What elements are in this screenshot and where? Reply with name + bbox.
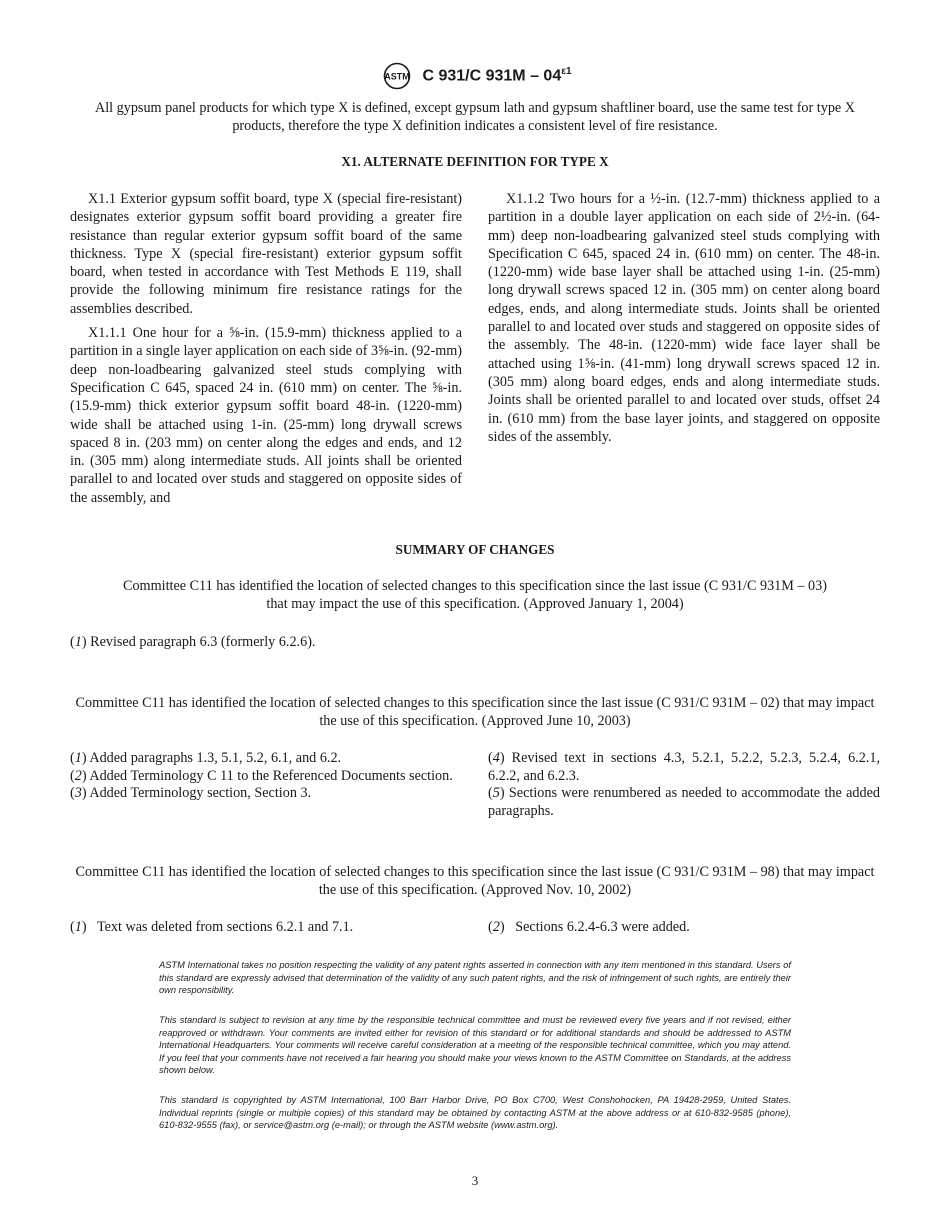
summary-block2-right-list (488, 750, 880, 820)
summary-block1-intro: Committee C11 has identified the location of selected changes to this specification since the last issue (C 931/C 931M – 03) that may impact the use of this specification. (Approved January 1, 2004) (123, 578, 827, 612)
summary-block2-left-list (70, 750, 462, 803)
intro-paragraph: All gypsum panel products for which type X is defined, except gypsum lath and gypsum shaftliner board, use the same test for type X products, therefore the type X definition indicates a consistent level of fire resistance. (94, 100, 856, 134)
list-item: (1) Added paragraphs 1.3, 5.1, 5.2, 6.1, and 6.2. (70, 750, 342, 766)
revision-notice: This standard is subject to revision at any time by the responsible technical committee and must be reviewed every five years and if not revised, either reapproved or withdrawn. Your comments are invited either for revision of this standard or for additional standards and should be addressed to ASTM International Headquarters. Your comments will receive careful consideration at a meeting of the responsible technical committee, which you may attend. If you feel that your comments have not received a fair hearing you should make your views known to the ASTM Committee on Standards, at the address shown below. (159, 1015, 791, 1076)
summary-heading: SUMMARY OF CHANGES (395, 542, 555, 557)
list-item: (3) Added Terminology section, Section 3. (70, 785, 312, 801)
patent-notice: ASTM International takes no position respecting the validity of any patent rights asserted in connection with any item mentioned in this standard. Users of this standard are expressly advised that determination of the validity of any such patent rights, and the risk of infringement of such rights, are entirely their own responsibility. (159, 960, 791, 996)
list-item: (2) Added Terminology C 11 to the Referenced Documents section. (70, 767, 453, 784)
astm-logo-icon (378, 62, 416, 90)
svg-text:ASTM: ASTM (384, 71, 411, 82)
section-x1-left-column (70, 190, 462, 513)
summary-block3-intro: Committee C11 has identified the location of selected changes to this specification since the last issue (C 931/C 931M – 98) that may impact the use of this specification. (Approved Nov. 10, 2002) (75, 864, 875, 898)
section-x1-heading: X1. ALTERNATE DEFINITION FOR TYPE X (341, 154, 609, 169)
list-item: (5) Sections were renumbered as needed to accommodate the added paragraphs. (488, 785, 880, 819)
summary-block2-intro: Committee C11 has identified the location of selected changes to this specification since the last issue (C 931/C 931M – 02) that may impact the use of this specification. (Approved June 10, 2003) (75, 695, 875, 729)
list-item: (4) Revised text in sections 4.3, 5.2.1, 5.2.2, 5.2.3, 5.2.4, 6.2.1, 6.2.2, and 6.2.3. (488, 750, 880, 784)
list-item: (1) Revised paragraph 6.3 (formerly 6.2.6). (70, 634, 316, 650)
copyright-notice: This standard is copyrighted by ASTM International, 100 Barr Harbor Drive, PO Box C700, West Conshohocken, PA 19428-2959, United States. Individual reprints (single or multiple copies) of this standard may be obtained by contacting ASTM at the above address or at 610-832-9585 (phone), 610-832-9555 (fax), or service@astm.org (e-mail); or through the ASTM website (www.astm.org). (159, 1095, 791, 1131)
paragraph-x1-1: X1.1 Exterior gypsum soffit board, type X (special fire-resistant) designates exterior gypsum soffit board providing a greater fire resistance than regular exterior gypsum soffit board of the same thickness. Type X (special fire-resistant) exterior gypsum soffit board, when tested in accordance with Test Methods E 119, shall provide the following minimum fire resistance ratings for the assemblies described. (70, 191, 462, 317)
page-header (0, 60, 950, 92)
designation: C 931/C $931M - 04^{\varepsilon 1}$ (422, 66, 572, 85)
designation-superscript: ε1 (561, 66, 572, 78)
section-x1-right-column (488, 190, 880, 452)
list-item: (2) Sections 6.2.4-6.3 were added. (488, 919, 690, 935)
paragraph-x1-1-2: X1.1.2 Two hours for a ½-in. (12.7-mm) thickness applied to a partition in a double layer application on each side of 2½-in. (64-mm) deep non-loadbearing galvanized steel studs complying with Specification C 645, spaced 24 in. (610 mm) on center. The 48-in. (1220-mm) wide base layer shall be attached using 1-in. (25-mm) long drywall screws spaced 12 in. (305 mm) on center along board edges, ends, and along intermediate studs. Joints shall be oriented parallel to and located over studs and staggered on opposite sides of the assembly. The 48-in. (1220-mm) wide face layer shall be attached using 1⅝-in. (41-mm) long drywall screws spaced 12 in. (305 mm) along board edges, ends and along intermediate studs. Joints shall be oriented parallel to and located over studs, offset 24 in. (610 mm) from the base layer joints, and staggered on opposite sides of the assembly. (488, 191, 880, 445)
paragraph-x1-1-1: X1.1.1 One hour for a ⅝-in. (15.9-mm) thickness applied to a partition in a single layer application on each side of 3⅝-in. (92-mm) deep non-loadbearing galvanized steel studs complying with Specification C 645, spaced 24 in. (610 mm) on center. The ⅝-in. (15.9-mm) thick exterior gypsum soffit board 48-in. (1220-mm) wide shall be attached using 1-in. (25-mm) long drywall screws spaced 8 in. (203 mm) on center along the edges and ends, and 12 in. (305 mm) along intermediate studs. All joints shall be oriented parallel to and located over studs and staggered on opposite sides of the assembly, and (70, 325, 463, 506)
list-item: (1) Text was deleted from sections 6.2.1 and 7.1. (70, 919, 354, 935)
page-number: 3 (471, 1173, 479, 1188)
